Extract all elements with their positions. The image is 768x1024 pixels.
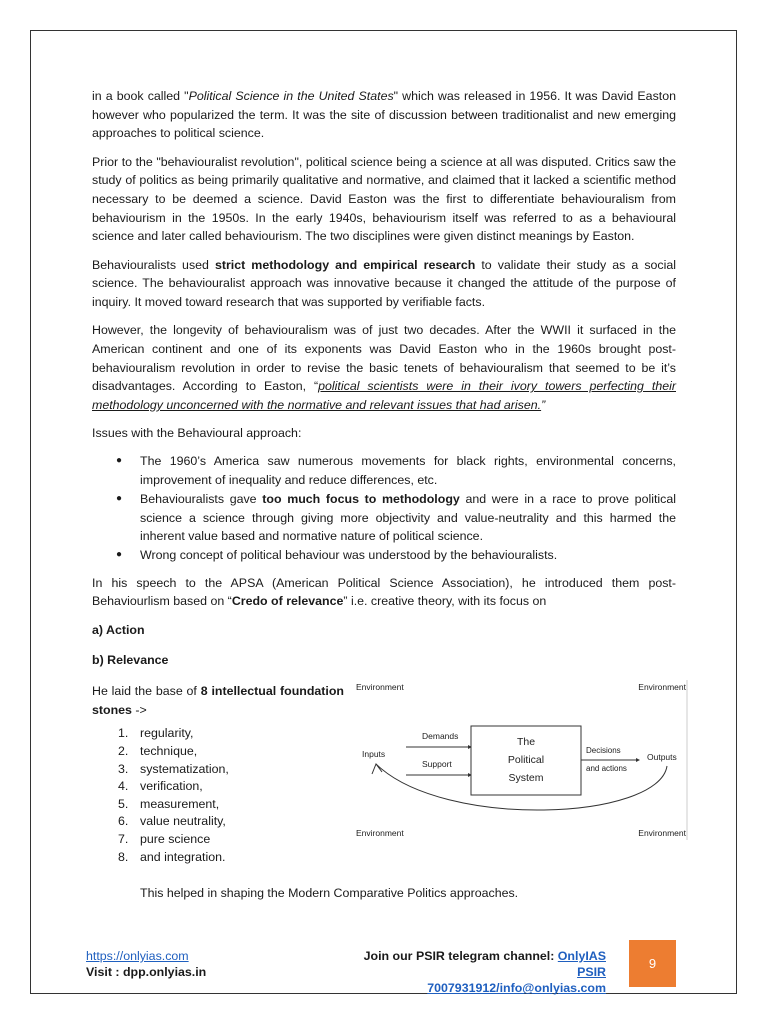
contact-link[interactable]: 7007931912/info@onlyias.com	[427, 981, 606, 995]
env-label: Environment	[638, 681, 686, 692]
text: Behaviouralists used	[92, 257, 215, 272]
list-item	[92, 490, 676, 546]
bold-text: too much focus to methodology	[262, 491, 460, 506]
paragraph: Prior to the "behaviouralist revolution", political science being a science at all was disputed. Critics saw the study of politics as being primarily qualitative and normative, and claimed that it lacked a scientific method necessary to be deemed a science. David Easton was the first to differentiate behaviouralism from behaviourism in the 1950s. In the early 1940s, behaviourism itself was referred to as a behavioural science and later called behaviourism. The two disciplines were given distinct meanings by Easton.	[92, 154, 676, 244]
paragraph: Issues with the Behavioural approach:	[92, 426, 302, 441]
issues-list	[92, 452, 676, 564]
text: to validate their study as a social science. The behaviouralist approach was innovative because it changed the attitude of the purpose of inquiry. It moved toward research that was supported by verifiable facts.	[92, 257, 676, 310]
svg-text:System: System	[508, 771, 544, 784]
list-item: 3. systematization,	[118, 761, 229, 776]
text: Wrong concept of political behaviour was understood by the behaviouralists.	[140, 547, 558, 562]
list-item: 8. and integration.	[118, 849, 226, 864]
quote: political scientists were in their ivory towers perfecting their methodology unconcerned with the normative and relevant issues that had arisen.	[92, 379, 676, 413]
list-item: 4. verification,	[118, 779, 203, 794]
foundation-section	[92, 681, 686, 882]
paragraph	[92, 87, 676, 143]
text: Behaviouralists gave	[140, 491, 263, 506]
outputs-label: Outputs	[647, 751, 677, 762]
paragraph: This helped in shaping the Modern Comparative Politics approaches.	[140, 885, 519, 900]
list-item: 6. value neutrality,	[118, 814, 226, 829]
list-item: 5. measurement,	[118, 796, 220, 811]
svg-text:The: The	[516, 735, 536, 748]
support-label: Support	[422, 758, 452, 769]
list-item: 2. technique,	[118, 743, 198, 758]
bold-text: Credo of relevance	[231, 594, 344, 609]
actions-label: and actions	[586, 763, 627, 773]
env-label: Environment	[356, 827, 404, 838]
list-item	[92, 452, 676, 489]
list-item	[92, 546, 676, 565]
decisions-label: Decisions	[586, 745, 621, 755]
svg-text:Political: Political	[507, 753, 545, 766]
visit-text: Visit : dpp.onlyias.in	[86, 965, 207, 979]
telegram-label: Join our PSIR telegram channel:	[363, 949, 558, 963]
paragraph	[92, 682, 344, 719]
env-label: Environment	[356, 681, 404, 692]
site-link[interactable]: https://onlyias.com	[86, 949, 189, 963]
page-number: 9	[629, 940, 676, 987]
demands-label: Demands	[422, 730, 459, 741]
list-item: 7. pure science	[118, 831, 211, 846]
heading-action: a) Action	[92, 622, 145, 637]
bold-text: 8 intellectual foundation stones	[92, 683, 344, 717]
paragraph	[92, 574, 676, 611]
list-item: 1. regularity,	[118, 726, 194, 741]
text: in a book called "	[92, 89, 189, 103]
foundation-list	[92, 725, 344, 866]
text: The 1960’s America saw numerous movements for black rights, environmental concerns, improvement of inequality and reduce differences, etc.	[140, 454, 676, 488]
env-label: Environment	[638, 827, 686, 838]
text: He laid the base of	[92, 683, 201, 698]
paragraph	[92, 256, 676, 312]
text: ->	[131, 702, 147, 717]
text: In his speech to the APSA (American Political Science Association), he introduced them post-Behaviourlism based on “	[92, 575, 676, 609]
heading-relevance: b) Relevance	[92, 653, 169, 668]
book-title: Political Science in the United States	[188, 89, 394, 103]
text: ” i.e. creative theory, with its focus on	[343, 594, 547, 609]
political-system-diagram	[354, 680, 688, 840]
bold-text: strict methodology and empirical research	[214, 257, 476, 272]
text: and were in a race to prove political science a science through giving more objectivity and value-neutrality and this harmed the inherent value based and normative nature of political science.	[140, 491, 676, 544]
text: However, the longevity of behaviouralism was of just two decades. After the WWII it surfaced in the American continent and one of its exponents was David Easton who in the 1960s brought post-behaviouralism revolution in order to revise the basic tenets of behaviouralism that seemed to be it’s disadvantages. According to Easton, “	[92, 323, 676, 394]
inputs-label: Inputs	[362, 748, 386, 759]
text: ”	[541, 398, 546, 413]
document-body	[92, 87, 686, 903]
text: " which was released in 1956. It was David Easton however who popularized the term. It was the site of discussion between traditionalist and new emerging approaches to political science.	[92, 89, 676, 141]
telegram-link[interactable]: OnlyIAS PSIR	[557, 949, 606, 979]
paragraph	[92, 321, 676, 415]
